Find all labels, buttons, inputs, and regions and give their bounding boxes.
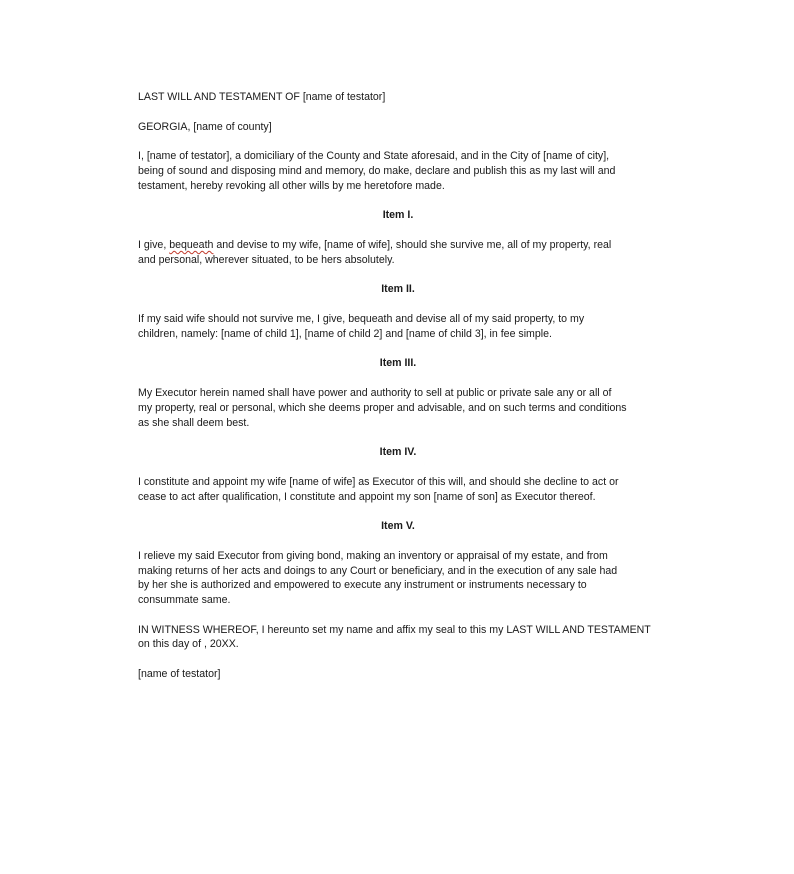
item-line [138,238,658,253]
witness-line: on this day of , 20XX. [138,638,239,651]
item-body [138,386,658,430]
item-heading: Item I. [382,209,414,222]
document-page [138,90,658,697]
signature-line: [name of testator] [138,668,221,681]
item-heading: Item IV. [379,446,417,459]
document-title: LAST WILL AND TESTAMENT OF [name of testator] [138,91,386,103]
item-body [138,312,658,342]
witness-paragraph [138,623,658,653]
item-line: If my said wife should not survive me, I give, bequeath and devise all of my said property, to my [138,312,585,325]
item-heading: Item III. [379,357,417,370]
intro-line: I, [name of testator], a domiciliary of the County and State aforesaid, and in the City of [name of city], [138,150,610,163]
text-run: and devise to my wife, [name of wife], should she survive me, all of my property, real [213,238,612,251]
item-body [138,549,658,608]
item-line: my property, real or personal, which she deems proper and advisable, and on such terms and conditions [138,401,627,414]
item-line: cease to act after qualification, I constitute and appoint my son [name of son] as Executor thereof. [138,490,596,503]
spellcheck-flagged-word[interactable]: bequeath [169,238,214,251]
jurisdiction-line: GEORGIA, [name of county] [138,120,272,133]
item-line: children, namely: [name of child 1], [name of child 2] and [name of child 3], in fee simple. [138,327,552,340]
item-line: making returns of her acts and doings to any Court or beneficiary, and in the execution of any sale had [138,564,618,577]
intro-paragraph [138,149,658,193]
item-line: consummate same. [138,594,231,607]
item-line: My Executor herein named shall have power and authority to sell at public or private sale any or all of [138,386,612,399]
item-body [138,238,658,268]
item-body [138,475,658,505]
witness-line: IN WITNESS WHEREOF, I hereunto set my name and affix my seal to this my LAST WILL AND TESTAMENT [138,623,651,636]
item-heading: Item II. [381,283,415,296]
item-line: as she shall deem best. [138,416,250,429]
intro-line: being of sound and disposing mind and memory, do make, declare and publish this as my last will and [138,164,616,177]
item-heading: Item V. [381,520,415,533]
intro-line: testament, hereby revoking all other wills by me heretofore made. [138,179,445,192]
item-line: I relieve my said Executor from giving bond, making an inventory or appraisal of my estate, and from [138,549,608,562]
text-run: I give, [138,238,170,251]
item-line: I constitute and appoint my wife [name of wife] as Executor of this will, and should she decline to act or [138,475,619,488]
item-line: and personal, wherever situated, to be hers absolutely. [138,253,395,266]
item-line: by her she is authorized and empowered to execute any instrument or instruments necessary to [138,579,587,592]
